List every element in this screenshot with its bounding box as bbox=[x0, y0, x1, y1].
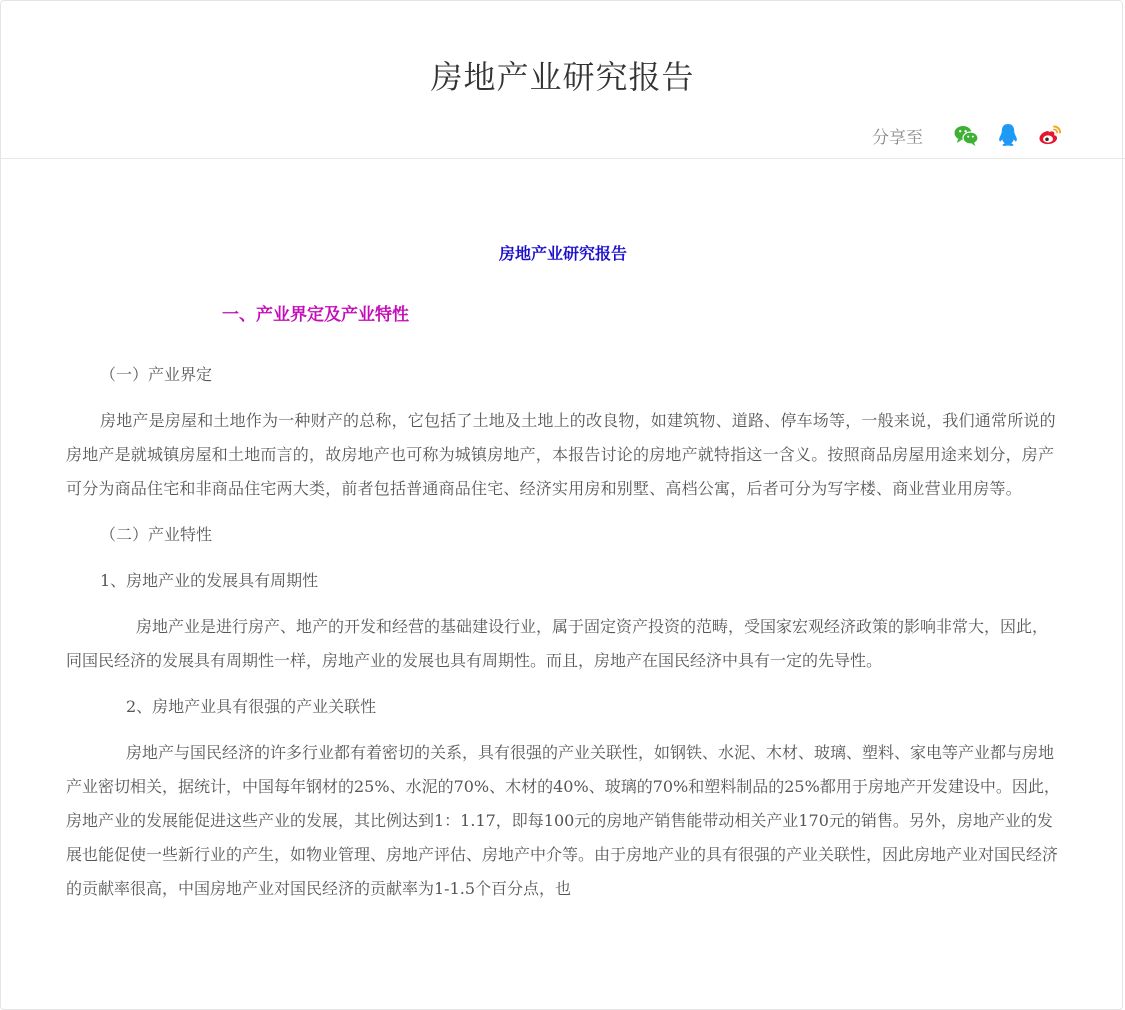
document-body bbox=[66, 160, 1060, 906]
share-bar bbox=[872, 122, 1063, 148]
page-header bbox=[0, 0, 1125, 159]
paragraph: 房地产是房屋和土地作为一种财产的总称，它包括了土地及土地上的改良物，如建筑物、道路、停车场等，一般来说，我们通常所说的房地产是就城镇房屋和土地而言的，故房地产也可称为城镇房地产，本报告讨论的房地产就特指这一含义。按照商品房屋用途来划分，房产可分为商品住宅和非商品住宅两大类，前者包括普通商品住宅、经济实用房和别墅、高档公寓，后者可分为写字楼、商业营业用房等。 bbox=[66, 411, 1056, 498]
document-heading: 房地产业研究报告 bbox=[498, 244, 627, 263]
page-title: 房地产业研究报告 bbox=[430, 58, 695, 96]
share-label: 分享至 bbox=[872, 127, 923, 148]
list-item-heading: 1、房地产业的发展具有周期性 bbox=[100, 571, 319, 590]
qq-icon[interactable] bbox=[995, 122, 1021, 148]
subsection-heading: （一）产业界定 bbox=[100, 365, 213, 384]
subsection-heading: （二）产业特性 bbox=[100, 525, 213, 544]
section-heading: 一、产业界定及产业特性 bbox=[222, 305, 409, 325]
weibo-icon[interactable] bbox=[1037, 122, 1063, 148]
wechat-icon[interactable] bbox=[953, 122, 979, 148]
paragraph: 房地产业是进行房产、地产的开发和经营的基础建设行业，属于固定资产投资的范畴，受国家宏观经济政策的影响非常大，因此，同国民经济的发展具有周期性一样，房地产业的发展也具有周期性。而且，房地产在国民经济中具有一定的先导性。 bbox=[66, 617, 1049, 670]
paragraph: 房地产与国民经济的许多行业都有着密切的关系，具有很强的产业关联性，如钢铁、水泥、木材、玻璃、塑料、家电等产业都与房地产业密切相关，据统计，中国每年钢材的25%、水泥的70%、木材的40%、玻璃的70%和塑料制品的25%都用于房地产开发建设中。因此，房地产业的发展能促进这些产业的发展，其比例达到1：1.17，即每100元的房地产销售能带动相关产业170元的销售。另外，房地产业的发展也能促使一些新行业的产生，如物业管理、房地产评估、房地产中介等。由于房地产业的具有很强的产业关联性，因此房地产业对国民经济的贡献率很高，中国房地产业对国民经济的贡献率为1-1.5个百分点，也 bbox=[66, 743, 1060, 898]
list-item-heading: 2、房地产业具有很强的产业关联性 bbox=[126, 697, 377, 716]
